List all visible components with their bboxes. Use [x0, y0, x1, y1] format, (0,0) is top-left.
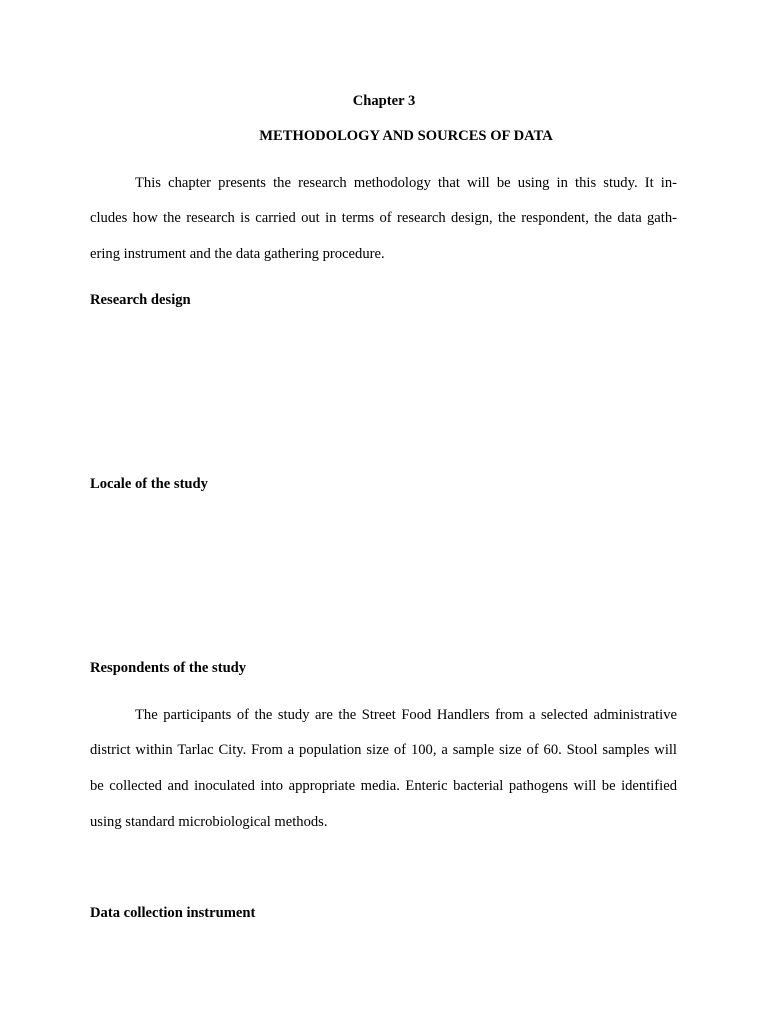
intro-line-2: cludes how the research is carried out in terms of research design, the respondent, the data gath- — [90, 210, 677, 226]
heading-data-collection: Data collection instrument — [90, 905, 256, 921]
heading-research-design: Research design — [90, 292, 191, 308]
heading-respondents: Respondents of the study — [90, 660, 247, 676]
chapter-number: Chapter 3 — [352, 93, 416, 109]
heading-locale: Locale of the study — [90, 476, 208, 492]
intro-line-1: This chapter presents the research methodology that will be using in this study. It in- — [135, 175, 677, 191]
respondents-line-1: The participants of the study are the Street Food Handlers from a selected administrative — [135, 707, 677, 723]
respondents-line-2: district within Tarlac City. From a population size of 100, a sample size of 60. Stool samples will — [90, 742, 677, 758]
respondents-line-4: using standard microbiological methods. — [90, 814, 328, 830]
chapter-title: METHODOLOGY AND SOURCES OF DATA — [259, 128, 553, 144]
respondents-line-3: be collected and inoculated into appropriate media. Enteric bacterial pathogens will be identified — [90, 778, 677, 794]
intro-line-3: ering instrument and the data gathering procedure. — [90, 246, 385, 262]
